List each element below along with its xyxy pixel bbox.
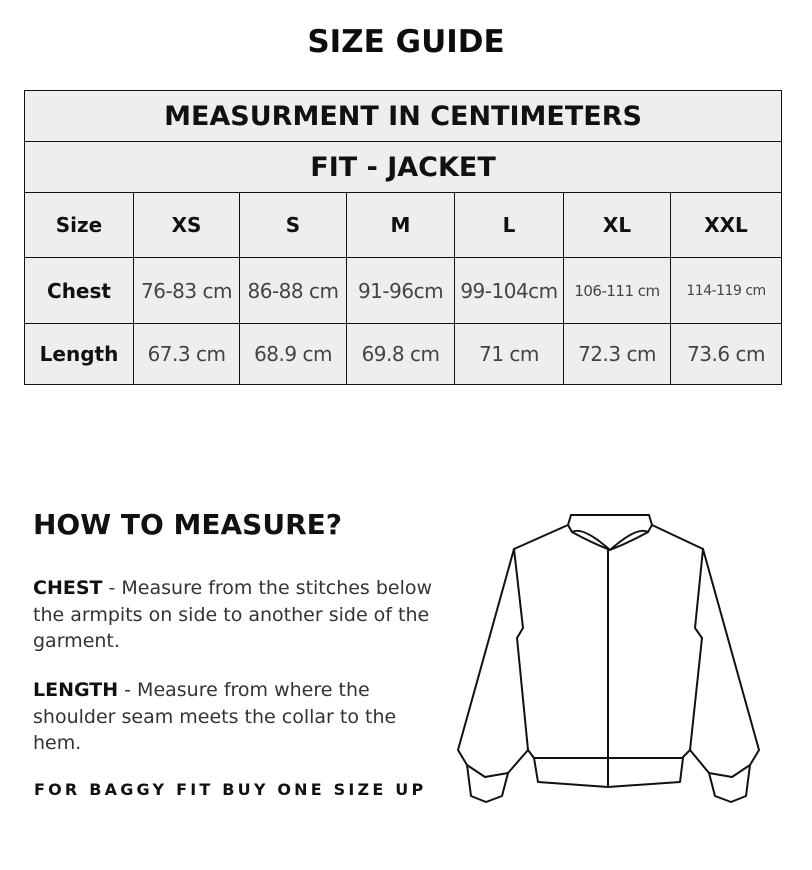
size-header-xs: XS xyxy=(134,193,240,258)
page-title: SIZE GUIDE xyxy=(307,24,505,60)
size-header-xxl: XXL xyxy=(671,193,782,258)
chest-description: - Measure from the stitches below the armpits on side to another side of the garment. xyxy=(33,577,433,652)
size-header-m: M xyxy=(347,193,455,258)
chest-xl: 106-111 cm xyxy=(564,258,671,324)
length-s: 68.9 cm xyxy=(240,324,347,385)
length-xs: 67.3 cm xyxy=(134,324,240,385)
baggy-fit-tip: FOR BAGGY FIT BUY ONE SIZE UP xyxy=(34,780,427,799)
length-xl: 72.3 cm xyxy=(564,324,671,385)
chest-l: 99-104cm xyxy=(455,258,564,324)
chest-m: 91-96cm xyxy=(347,258,455,324)
chest-term: CHEST xyxy=(33,577,103,599)
table-row-length xyxy=(25,324,782,385)
unit-banner: MEASURMENT IN CENTIMETERS xyxy=(25,91,782,142)
length-l: 71 cm xyxy=(455,324,564,385)
jacket-outline-icon xyxy=(450,480,770,820)
length-xxl: 73.6 cm xyxy=(671,324,782,385)
size-chart-table xyxy=(24,90,782,385)
length-m: 69.8 cm xyxy=(347,324,455,385)
chest-s: 86-88 cm xyxy=(240,258,347,324)
size-header-row xyxy=(25,193,782,258)
length-term: LENGTH xyxy=(33,679,119,701)
size-header-label: Size xyxy=(25,193,134,258)
chest-xxl: 114-119 cm xyxy=(671,258,782,324)
row-label-chest: Chest xyxy=(25,258,134,324)
size-header-s: S xyxy=(240,193,347,258)
table-row-chest xyxy=(25,258,782,324)
length-description: - Measure from where the shoulder seam meets the collar to the hem. xyxy=(33,679,397,754)
size-header-l: L xyxy=(455,193,564,258)
size-header-xl: XL xyxy=(564,193,671,258)
length-instruction xyxy=(33,677,433,757)
how-to-measure-title: HOW TO MEASURE? xyxy=(33,508,343,541)
chest-instruction xyxy=(33,575,433,655)
chest-xs: 76-83 cm xyxy=(134,258,240,324)
row-label-length: Length xyxy=(25,324,134,385)
fit-banner: FIT - JACKET xyxy=(25,142,782,193)
